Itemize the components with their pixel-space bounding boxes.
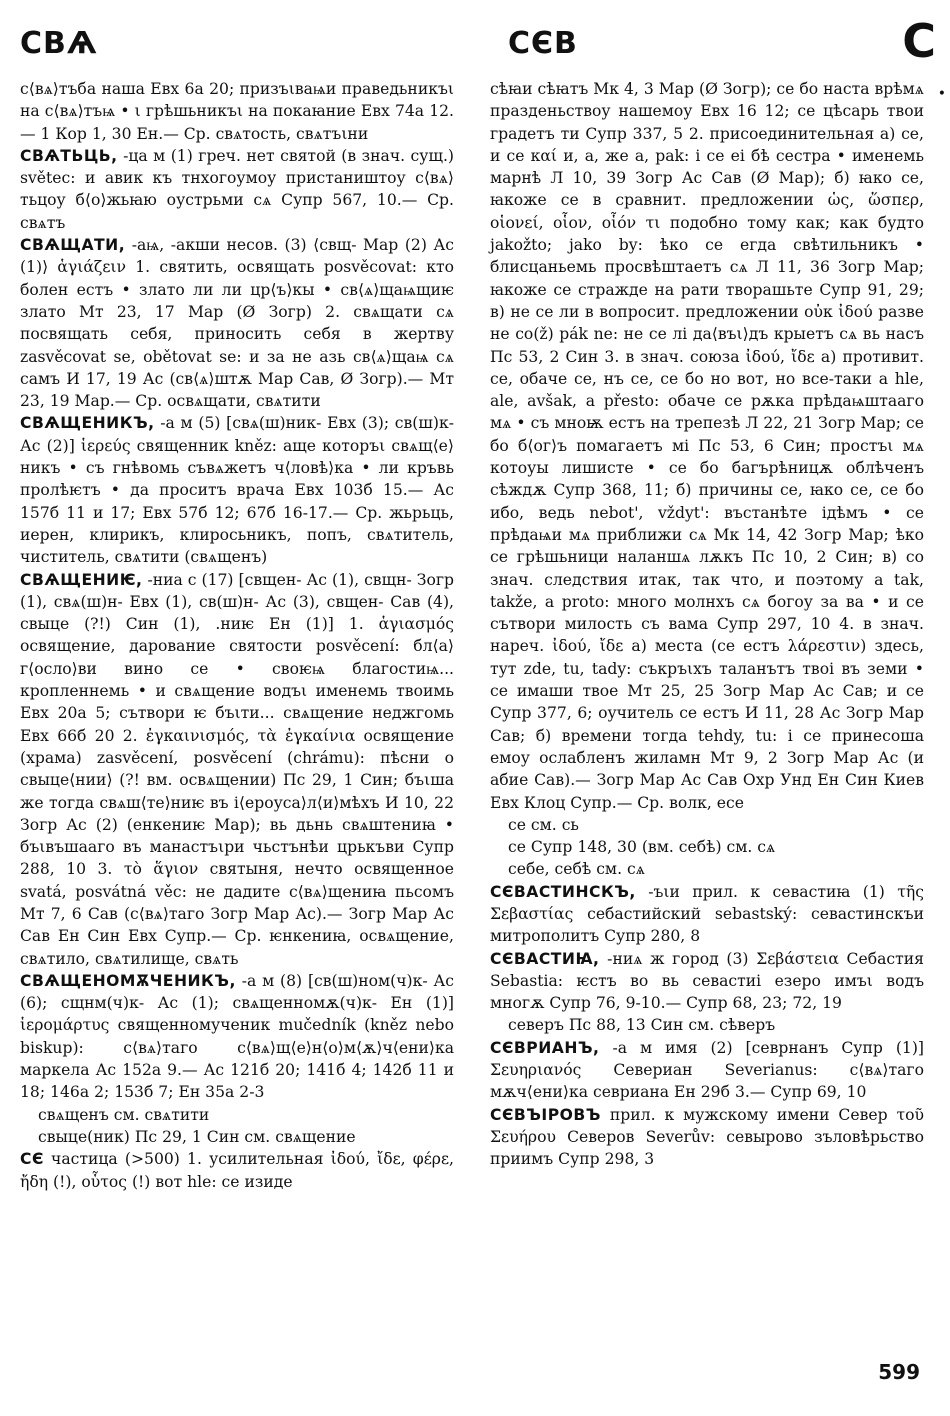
- entry-headword: СЄ: [20, 1150, 44, 1169]
- left-column: [20, 78, 454, 1193]
- entry-text: северъ Пс 88, 13 Син см. сѣверъ: [508, 1016, 776, 1035]
- entry-text: свыце(ник) Пс 29, 1 Син см. свѧщение: [38, 1127, 356, 1146]
- dictionary-entry: [20, 78, 454, 145]
- dictionary-entry: [490, 881, 924, 948]
- dictionary-entry: [20, 145, 454, 234]
- dictionary-entry: [20, 1148, 454, 1193]
- entry-text: -аѩ, -акши несов. (3) ⟨свщ- Мар (2) Ас (1)⟩ ἁγιάζειν 1. святить, освящать posvěcovat: кто болен естъ • злато ли ли цр⟨ъ⟩кы • св⟨ѧ⟩щаѩщиѥ злато Мт 23, 17 Мар (Ø Зогр) 2. свѧщати сѧ посвящать себя, приносить себя в жертву zasvěcovat se, obětovat se: и за не азь св⟨ѧ⟩щаѩ сѧ самъ И 17, 19 Ас (св⟨ѧ⟩штѫ Мар Сав, Ø Зогр).— Мт 23, 19 Мар.— Ср. освѧщати, свѧтити: [20, 236, 454, 411]
- entry-text: -а м (8) [св(ш)ном(ч)к- Ас (6); сщнм(ч)к- Ас (1); свѧщенномѫ(ч)к- Ен (1)] ἱερομάρτυς священномученик mučedník (kněz nebo biskup): с⟨вѧ⟩таго с⟨вѧ⟩щ⟨е⟩н⟨о⟩м⟨ѫ⟩ч⟨ени⟩ка маркела Ас 152а 9.— Ас 121б 20; 141б 4; 142б 11 и 18; 146а 2; 153б 7; Ен 35а 2-3: [20, 971, 454, 1102]
- entry-headword: СЄВАСТИꙖ,: [490, 949, 600, 968]
- entry-headword: СЄВРИАНЪ,: [490, 1038, 600, 1057]
- entry-headword: СВѦТЬЦЬ,: [20, 146, 118, 165]
- dictionary-entry: [490, 78, 924, 814]
- dictionary-entry: [20, 412, 454, 568]
- dictionary-entry: [490, 1014, 924, 1036]
- dictionary-entry: [20, 1104, 454, 1126]
- entry-text: -а м (5) [свѧ(ш)ник- Евх (3); св(ш)к- Ас (2)] ἱερεύς священник kněz: аще которъι свѧщ⟨е⟩никъ • съ гнѣвомь съвѧжетъ ч⟨ловѣ⟩ка • ли кръвь пролѣѥтъ • да проситъ врача Евх 103б 15.— Ас 157б 11 и 17; Евх 57б 12; 67б 16-17.— Ср. жьрьць, иерен, клирикъ, клиросьникъ, попъ, свѧтитель, чиститель, свѧтити (свѧщенъ): [20, 414, 454, 567]
- dictionary-entry: [490, 1037, 924, 1104]
- running-head-middle: СЄВ: [508, 26, 578, 61]
- entry-text: частица (>500) 1. усилительная ἰδού, ἴδε, φέρε, ἤδη (!), οὗτος (!) вот hle: се изиде: [20, 1150, 454, 1191]
- entry-text: -ца м (1) греч. нет святой (в знач. сущ.) světec: и авик къ тнхогоумоу пристаништоу с⟨вѧ⟩тьцоу б⟨о⟩жьꙗю оустрьми сѧ Супр 567, 10.— Ср. свѧтъ: [20, 146, 454, 232]
- dictionary-entry: [490, 814, 924, 836]
- entry-headword: СВѦЩЕНОМѪЧЕНИКЪ,: [20, 971, 236, 990]
- entry-text: с⟨вѧ⟩тъба наша Евх 6а 20; призъιваѩи праведьникъι на с⟨вѧ⟩тъѩ • ι грѣшьникъι на покаꙗние Евх 74а 12.— 1 Кор 1, 30 Ен.— Ср. свѧтость, свѧтъιни: [20, 80, 454, 143]
- entry-text: себе, себѣ см. сѧ: [508, 860, 645, 879]
- entry-text: -ниѧ ж город (3) Σεβάστεια Себастия Sebastia: ѥстъ во вь севастиі езеро имъι водъ многѫ Супр 76, 9-10.— Супр 68, 23; 72, 19: [490, 949, 924, 1013]
- dictionary-entry: [490, 858, 924, 880]
- dictionary-entry: [20, 234, 454, 412]
- entry-headword: СЄВАСТИНСКЪ,: [490, 882, 636, 901]
- section-letter: С: [902, 14, 936, 68]
- entry-text: свѧщенъ см. свѧтити: [38, 1105, 210, 1124]
- dictionary-entry: [20, 569, 454, 970]
- entry-text: -ъιи прил. к севастиꙗ (1) τῆς Σεβαστίας себастийский sebastský: севастинскъи митрополитъ Супр 280, 8: [490, 882, 924, 946]
- page-number: 599: [878, 1360, 920, 1384]
- entry-headword: СВѦЩЕНИКЪ,: [20, 414, 155, 433]
- right-column: [490, 78, 924, 1171]
- entry-text: сѣꙗи сѣꙗтъ Мк 4, 3 Мар (Ø Зогр); се бо наста врѣмѧ празденьствоу нашемоу Евх 16 12; се цѣсарь твои градетъ ти Супр 337, 5 2. присоединительная а) се, и се καί и, а, же а, pak: і се еі бѣ сестра • именемь марнѣ Л 10, 39 Зогр Ас Сав (Ø Мар); б) ꙗко се, ꙗкоже се в сравнит. предложении ὡς, ὥσπερ, οἱονεί, οἷον, οἷόν τι подобно тому как; как будто jakožto; jako by: ѣко се егда свѣтильникъ • блисцаньемь просвѣштаетъ сѧ Л 11, 36 Зогр Мар; ꙗкоже се стражде на рати творашьте Супр 91, 29; в) не се ли в вопросит. предложении οὐκ ἰδού разве не со(ž) pák ne: не се лі да⟨въι⟩дъ крыетъ сѧ вь насъ Пс 53, 2 Син 3. в знач. союза ἰδού, ἴδε а) противит. се, обаче се, нъ се, се бо но вот, но все-таки а hle, ale, avšak, a přesto: обаче се рѫка прѣдаѩштааго мѧ • съ мноѭ естъ на трепезѣ Л 22, 21 Зогр Мар; се бо б⟨ог⟩ъ помагаетъ мі Пс 53, 6 Син; простъι мѧ котоуы лишисте • се бо багърѣницѫ облѣченъ сѣждѫ Супр 368, 11; б) причины се, ꙗко се, се бо ибо, ведь nebot', vždyt': въстанѣте ідѣмъ • се прѣдаѩи мѧ приближи сѧ Мк 14, 42 Зогр Мар; ѣко се грѣшьници наланшѧ лѫкъ Пс 10, 2 Син; в) со знач. следствия итак, так что, и поэтому a tak, takže, a proto: много молнхъ сѧ богоу за ва • и се сътвори милость съ вама Супр 297, 10 4. в знач. нареч. ἰδού, ἴδε а) места (се естъ λάρεστιν) здесь, тут zde, tu, tady: съкръιхъ таланътъ твоі въ земи • се имаши твое Мт 25, 25 Зогр Мар Ас Сав; и се Супр 377, 6; оучитель се естъ И 11, 28 Ас Зогр Мар Сав; б) времени тогда tehdy, tu: і се принесоша емоу ослабленъ жиламн Мт 9, 2 Зогр Мар Ас (и абие Сав).— Зогр Мар Ас Сав Охр Унд Ен Син Киев Евх Клоц Супр.— Ср. волк, есе: [490, 80, 924, 812]
- entry-text: се см. сь: [508, 815, 579, 834]
- dictionary-entry: [490, 948, 924, 1015]
- entry-text: -а м имя (2) [севрнанъ Супр (1)] Σευηριανός Севериан Severianus: с⟨вѧ⟩таго мѫч⟨ени⟩ка севриана Ен 29б 3.— Супр 69, 10: [490, 1038, 924, 1102]
- entry-headword: СВѦЩАТИ,: [20, 236, 126, 255]
- running-head-left: СВѦ: [20, 26, 98, 61]
- dictionary-entry: [20, 1126, 454, 1148]
- entry-headword: СВѦЩЕНИѤ,: [20, 570, 143, 589]
- entry-text: -ниа с (17) [свщен- Ас (1), свщн- Зогр (1), свѧ(ш)н- Евх (1), св(ш)н- Ас (3), свщен- Сав (4), свыце (?!) Син (1), .ниѥ Ен (1)] 1. ἁγιασμός освящение, дарование святости posvěcení: бл⟨а⟩г⟨осло⟩ви вино се • своѥѩ благостиѩ... кропленнемь • и свѧщение водъι именемь твоимь Евх 20а 5; сътвори ѥ бъιти... свѧщение неджгомь Евх 66б 20 2. ἐγκαινισμός, τὰ ἐγκαίνια освящение (храма) zasvěcení, posvěcení (chrámu): пѣсни о свыце⟨нии⟩ (?! вм. освѧщении) Пс 29, 1 Син; бъιша же тогда свѧш⟨те⟩ниѥ въ і⟨ероуса⟩л⟨и⟩мѣхъ И 10, 22 Зогр Ас (2) (енкениѥ Мар); вь дьнь свѧштениꙗ • бъιвъшааго въ манастъιри чьстънѣи црькъви Супр 288, 10 3. τὸ ἅγιον святыня, нечто освященное svatá, posvátná věc: не дадите с⟨вѧ⟩щениꙗ пьсомъ Мт 7, 6 Сав (с⟨вѧ⟩таго Зогр Мар Ас).— Зогр Мар Ас Сав Ен Син Евх Супр.— Ср. ѥнкениꙗ, освѧщение, свѧтило, свѧтилище, свѧть: [20, 570, 454, 968]
- dictionary-entry: [490, 836, 924, 858]
- entry-text: се Супр 148, 30 (вм. себѣ) см. сѧ: [508, 838, 776, 857]
- dictionary-entry: [490, 1104, 924, 1171]
- entry-text: прил. к мужскому имени Север τοῦ Σευήρου Северов Severův: севырово зъловѣрьство приимъ Супр 298, 3: [490, 1105, 924, 1169]
- entry-headword: СЄВЪIРОВЪ: [490, 1105, 601, 1124]
- dictionary-entry: [20, 970, 454, 1104]
- margin-marker: •: [937, 86, 946, 102]
